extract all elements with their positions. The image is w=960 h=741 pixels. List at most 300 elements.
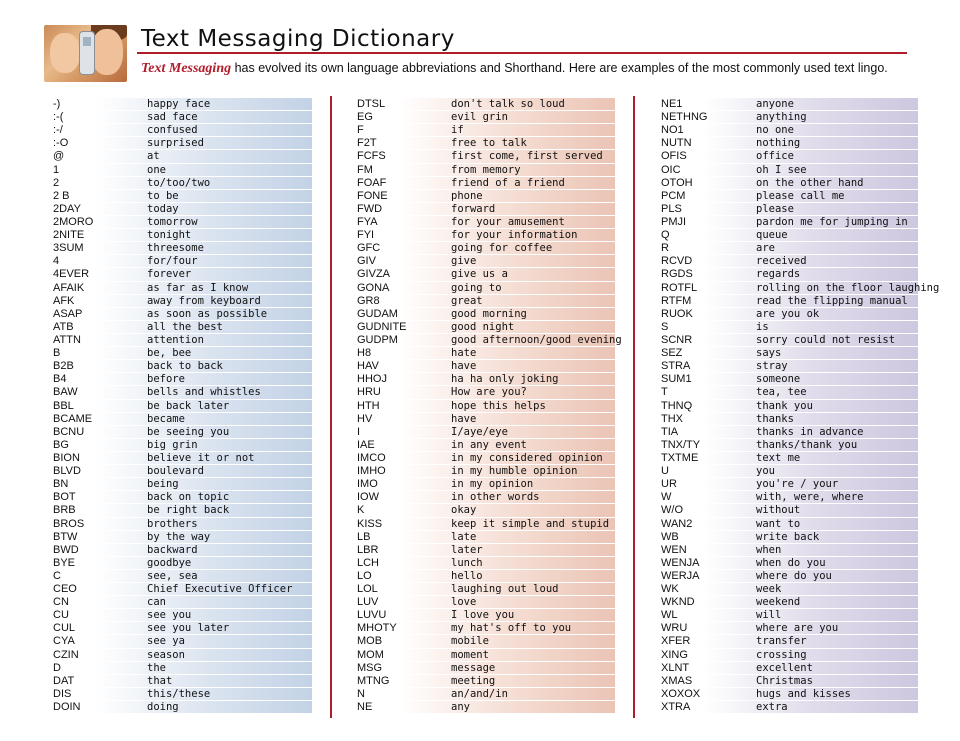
abbreviation: FCFS	[357, 150, 386, 163]
dictionary-row	[48, 491, 312, 504]
dictionary-row	[352, 98, 615, 111]
dictionary-row	[352, 518, 615, 531]
abbreviation: LCH	[357, 556, 380, 569]
dictionary-row	[656, 609, 918, 622]
abbreviation: HHOJ	[357, 373, 387, 386]
dictionary-row	[48, 177, 312, 190]
meaning: without	[756, 504, 801, 517]
meaning: weekend	[756, 596, 801, 609]
abbreviation: STRA	[661, 360, 691, 373]
dictionary-row	[352, 609, 615, 622]
meaning: if	[451, 124, 464, 137]
meaning: message	[451, 661, 496, 674]
meaning: see ya	[147, 635, 185, 648]
abbreviation: HAV	[357, 360, 379, 373]
abbreviation: BOT	[53, 491, 76, 504]
dictionary-row	[352, 124, 615, 137]
abbreviation: C	[53, 569, 61, 582]
meaning: boulevard	[147, 465, 204, 478]
abbreviation: BG	[53, 438, 69, 451]
dictionary-row	[48, 622, 312, 635]
meaning: good morning	[451, 307, 527, 320]
dictionary-row	[48, 150, 312, 163]
abbreviation: GIVZA	[357, 268, 391, 281]
abbreviation: 2	[53, 176, 60, 189]
abbreviation: BTW	[53, 530, 78, 543]
dictionary-row	[352, 282, 615, 295]
meaning: lunch	[451, 556, 483, 569]
meaning: one	[147, 163, 166, 176]
meaning: in any event	[451, 438, 527, 451]
abbreviation: WAN2	[661, 517, 693, 530]
meaning: for/four	[147, 255, 198, 268]
meaning: thanks in advance	[756, 425, 864, 438]
abbreviation: BWD	[53, 543, 79, 556]
dictionary-row	[352, 242, 615, 255]
dictionary-row	[656, 308, 918, 321]
dictionary-row	[656, 216, 918, 229]
dictionary-row	[48, 583, 312, 596]
abbreviation: 3SUM	[53, 242, 84, 255]
dictionary-row	[656, 373, 918, 386]
meaning: write back	[756, 530, 820, 543]
dictionary-row	[656, 583, 918, 596]
dictionary-row	[352, 544, 615, 557]
dictionary-row	[48, 373, 312, 386]
abbreviation: 4EVER	[53, 268, 90, 281]
meaning: is	[756, 320, 769, 333]
dictionary-row	[352, 137, 615, 150]
dictionary-row	[656, 360, 918, 373]
dictionary-row	[352, 570, 615, 583]
dictionary-row	[48, 229, 312, 242]
dictionary-row	[48, 478, 312, 491]
meaning: away from keyboard	[147, 294, 261, 307]
abbreviation: Q	[661, 229, 670, 242]
meaning: someone	[756, 373, 801, 386]
dictionary-row	[48, 701, 312, 714]
meaning: no one	[756, 124, 794, 137]
abbreviation: SUM1	[661, 373, 692, 386]
dictionary-row	[656, 478, 918, 491]
meaning: doing	[147, 701, 179, 714]
abbreviation: XFER	[661, 635, 691, 648]
abbreviation: FWD	[357, 202, 383, 215]
dictionary-row	[48, 426, 312, 439]
dictionary-row	[48, 111, 312, 124]
meaning: tonight	[147, 229, 192, 242]
meaning: read the flipping manual	[756, 294, 908, 307]
abbreviation: HV	[357, 412, 373, 425]
dictionary-row	[48, 688, 312, 701]
meaning: you're / your	[756, 478, 839, 491]
subtitle-text: has evolved its own language abbreviations and Shorthand. Here are examples of the most commonly used text lingo.	[231, 61, 888, 75]
meaning: pardon me for jumping in	[756, 215, 908, 228]
abbreviation: CUL	[53, 622, 76, 635]
abbreviation: IMCO	[357, 451, 386, 464]
abbreviation: :-O	[53, 137, 69, 150]
abbreviation: NE1	[661, 98, 683, 110]
abbreviation: UR	[661, 478, 677, 491]
dictionary-row	[656, 596, 918, 609]
dictionary-row	[656, 124, 918, 137]
meaning: when do you	[756, 556, 826, 569]
abbreviation: ROTFL	[661, 281, 698, 294]
abbreviation: LO	[357, 569, 372, 582]
abbreviation: HRU	[357, 386, 381, 399]
abbreviation: DTSL	[357, 98, 386, 110]
meaning: from memory	[451, 163, 521, 176]
meaning: happy face	[147, 98, 211, 110]
meaning: don't talk so loud	[451, 98, 565, 110]
meaning: can	[147, 596, 166, 609]
abbreviation: SEZ	[661, 347, 683, 360]
meaning: as soon as possible	[147, 307, 268, 320]
dictionary-row	[48, 662, 312, 675]
abbreviation: U	[661, 465, 669, 478]
dictionary-row	[656, 570, 918, 583]
meaning: where do you	[756, 569, 832, 582]
abbreviation: ATTN	[53, 333, 81, 346]
abbreviation: GONA	[357, 281, 390, 294]
dictionary-row	[656, 688, 918, 701]
dictionary-row	[48, 504, 312, 517]
abbreviation: FM	[357, 163, 373, 176]
abbreviation: XOXOX	[661, 687, 701, 700]
abbreviation: BROS	[53, 517, 85, 530]
meaning: are you ok	[756, 307, 820, 320]
dictionary-row	[656, 518, 918, 531]
abbreviation: GUDNITE	[357, 320, 407, 333]
page-title: Text Messaging Dictionary	[141, 26, 455, 52]
dictionary-row	[656, 439, 918, 452]
dictionary-row	[48, 308, 312, 321]
abbreviation: BYE	[53, 556, 76, 569]
dictionary-row	[656, 255, 918, 268]
dictionary-row	[352, 308, 615, 321]
dictionary-row	[48, 465, 312, 478]
meaning: give us a	[451, 268, 508, 281]
dictionary-row	[352, 190, 615, 203]
face-right-image	[91, 29, 123, 75]
abbreviation: CU	[53, 609, 69, 622]
dictionary-row	[352, 426, 615, 439]
dictionary-row	[656, 622, 918, 635]
dictionary-row	[48, 242, 312, 255]
dictionary-row	[48, 164, 312, 177]
meaning: please	[756, 202, 794, 215]
meaning: the	[147, 661, 166, 674]
dictionary-row	[352, 675, 615, 688]
meaning: Christmas	[756, 674, 813, 687]
dictionary-row	[656, 491, 918, 504]
abbreviation: T	[661, 386, 668, 399]
abbreviation: MTNG	[357, 674, 390, 687]
abbreviation: AFAIK	[53, 281, 85, 294]
dictionary-row	[48, 596, 312, 609]
dictionary-row	[352, 491, 615, 504]
abbreviation: GUDPM	[357, 333, 398, 346]
meaning: I/aye/eye	[451, 425, 508, 438]
dictionary-row	[352, 177, 615, 190]
meaning: back on topic	[147, 491, 230, 504]
abbreviation: ASAP	[53, 307, 83, 320]
abbreviation: :-/	[53, 124, 63, 137]
meaning: with, were, where	[756, 491, 864, 504]
dictionary-row	[352, 111, 615, 124]
abbreviation: 2NITE	[53, 229, 85, 242]
meaning: want to	[756, 517, 801, 530]
dictionary-row	[352, 295, 615, 308]
dictionary-row	[352, 347, 615, 360]
meaning: excellent	[756, 661, 813, 674]
abbreviation: WL	[661, 609, 678, 622]
abbreviation: N	[357, 687, 365, 700]
meaning: at	[147, 150, 160, 163]
meaning: as far as I know	[147, 281, 249, 294]
abbreviation: DAT	[53, 674, 75, 687]
meaning: extra	[756, 701, 788, 714]
abbreviation: S	[661, 320, 669, 333]
abbreviation: XING	[661, 648, 688, 661]
dictionary-row	[656, 164, 918, 177]
meaning: forward	[451, 202, 496, 215]
abbreviation: DOIN	[53, 701, 81, 714]
meaning: anyone	[756, 98, 794, 110]
meaning: tomorrow	[147, 215, 198, 228]
abbreviation: OIC	[661, 163, 681, 176]
abbreviation: THX	[661, 412, 683, 425]
dictionary-row	[48, 203, 312, 216]
meaning: before	[147, 373, 185, 386]
meaning: hello	[451, 569, 483, 582]
abbreviation: NETHNG	[661, 111, 708, 124]
header-photo	[44, 25, 127, 82]
meaning: thanks/thank you	[756, 438, 858, 451]
abbreviation: 2DAY	[53, 202, 81, 215]
meaning: okay	[451, 504, 477, 517]
abbreviation: LB	[357, 530, 371, 543]
meaning: meeting	[451, 674, 496, 687]
dictionary-row	[352, 531, 615, 544]
abbreviation: B4	[53, 373, 67, 386]
meaning: thank you	[756, 399, 813, 412]
meaning: mobile	[451, 635, 489, 648]
meaning: office	[756, 150, 794, 163]
dictionary-row	[352, 622, 615, 635]
meaning: will	[756, 609, 782, 622]
dictionary-row	[656, 295, 918, 308]
meaning: going for coffee	[451, 242, 553, 255]
page-subtitle	[141, 61, 888, 77]
dictionary-row	[656, 635, 918, 648]
meaning: going to	[451, 281, 502, 294]
abbreviation: TXTME	[661, 451, 699, 464]
dictionary-row	[352, 649, 615, 662]
abbreviation: W/O	[661, 504, 683, 517]
dictionary-row	[656, 98, 918, 111]
abbreviation: MSG	[357, 661, 383, 674]
dictionary-row	[48, 255, 312, 268]
meaning: that	[147, 674, 173, 687]
column-divider	[633, 96, 635, 718]
subtitle-lead: Text Messaging	[141, 61, 232, 76]
meaning: received	[756, 255, 807, 268]
meaning: ha ha only joking	[451, 373, 559, 386]
abbreviation: THNQ	[661, 399, 693, 412]
dictionary-row	[48, 98, 312, 111]
dictionary-row	[48, 137, 312, 150]
abbreviation: BRB	[53, 504, 76, 517]
dictionary-row	[352, 465, 615, 478]
meaning: rolling on the floor laughing	[756, 281, 940, 294]
dictionary-row	[656, 386, 918, 399]
meaning: anything	[756, 111, 807, 124]
dictionary-row	[48, 518, 312, 531]
abbreviation: 2 B	[53, 189, 70, 202]
meaning: text me	[756, 451, 801, 464]
dictionary-row	[352, 373, 615, 386]
abbreviation: GFC	[357, 242, 381, 255]
meaning: you	[756, 465, 775, 478]
dictionary-row	[656, 203, 918, 216]
dictionary-row	[656, 426, 918, 439]
abbreviation: PCM	[661, 189, 686, 202]
abbreviation: BCAME	[53, 412, 93, 425]
abbreviation: WB	[661, 530, 679, 543]
dictionary-row	[656, 400, 918, 413]
dictionary-row	[48, 452, 312, 465]
abbreviation: LBR	[357, 543, 379, 556]
meaning: give	[451, 255, 477, 268]
dictionary-row	[48, 675, 312, 688]
dictionary-row	[48, 386, 312, 399]
dictionary-row	[352, 268, 615, 281]
meaning: see you	[147, 609, 192, 622]
abbreviation: -)	[53, 98, 61, 110]
abbreviation: BBL	[53, 399, 74, 412]
abbreviation: PLS	[661, 202, 682, 215]
abbreviation: WEN	[661, 543, 687, 556]
abbreviation: XLNT	[661, 661, 690, 674]
abbreviation: DIS	[53, 687, 72, 700]
dictionary-row	[48, 124, 312, 137]
dictionary-row	[656, 242, 918, 255]
dictionary-row	[352, 203, 615, 216]
abbreviation: GR8	[357, 294, 380, 307]
abbreviation: B2B	[53, 360, 74, 373]
dictionary-row	[352, 701, 615, 714]
dictionary-row	[352, 688, 615, 701]
meaning: in my humble opinion	[451, 465, 578, 478]
meaning: be seeing you	[147, 425, 230, 438]
column-divider	[330, 96, 332, 718]
dictionary-row	[352, 400, 615, 413]
abbreviation: XTRA	[661, 701, 691, 714]
meaning: late	[451, 530, 477, 543]
meaning: please call me	[756, 189, 845, 202]
abbreviation: NE	[357, 701, 373, 714]
abbreviation: KISS	[357, 517, 383, 530]
meaning: threesome	[147, 242, 204, 255]
abbreviation: BLVD	[53, 465, 81, 478]
dictionary-row	[48, 334, 312, 347]
dictionary-row	[48, 557, 312, 570]
dictionary-row	[656, 321, 918, 334]
meaning: today	[147, 202, 179, 215]
dictionary-row	[352, 255, 615, 268]
dictionary-row	[656, 504, 918, 517]
meaning: evil grin	[451, 111, 508, 124]
dictionary-row	[352, 333, 622, 347]
meaning: to/too/two	[147, 176, 211, 189]
dictionary-row	[48, 216, 312, 229]
abbreviation: 2MORO	[53, 215, 94, 228]
meaning: this/these	[147, 687, 211, 700]
abbreviation: BION	[53, 451, 80, 464]
meaning: surprised	[147, 137, 204, 150]
meaning: hugs and kisses	[756, 687, 851, 700]
meaning: backward	[147, 543, 198, 556]
meaning: where are you	[756, 622, 839, 635]
meaning: laughing out loud	[451, 583, 559, 596]
dictionary-row	[656, 675, 918, 688]
abbreviation: :-(	[53, 111, 64, 124]
abbreviation: ATB	[53, 320, 74, 333]
dictionary-row	[352, 321, 615, 334]
dictionary-row	[48, 570, 312, 583]
abbreviation: IMHO	[357, 465, 386, 478]
abbreviation: F	[357, 124, 364, 137]
meaning: became	[147, 412, 185, 425]
meaning: How are you?	[451, 386, 527, 399]
meaning: in other words	[451, 491, 540, 504]
meaning: be back later	[147, 399, 230, 412]
meaning: phone	[451, 189, 483, 202]
cell-phone-icon	[79, 31, 95, 75]
dictionary-row	[656, 465, 918, 478]
meaning: big grin	[147, 438, 198, 451]
meaning: forever	[147, 268, 192, 281]
abbreviation: GUDAM	[357, 307, 398, 320]
dictionary-row	[656, 347, 918, 360]
dictionary-row	[352, 386, 615, 399]
meaning: regards	[756, 268, 801, 281]
meaning: any	[451, 701, 470, 714]
dictionary-row	[656, 662, 918, 675]
abbreviation: I	[357, 425, 361, 438]
meaning: to be	[147, 189, 179, 202]
meaning: sad face	[147, 111, 198, 124]
abbreviation: IMO	[357, 478, 378, 491]
dictionary-row	[352, 360, 615, 373]
dictionary-row	[656, 413, 918, 426]
dictionary-row	[352, 662, 615, 675]
meaning: nothing	[756, 137, 801, 150]
abbreviation: B	[53, 347, 61, 360]
abbreviation: SCNR	[661, 333, 693, 346]
dictionary-row	[352, 164, 615, 177]
meaning: on the other hand	[756, 176, 864, 189]
meaning: in my considered opinion	[451, 451, 603, 464]
dictionary-row	[352, 557, 615, 570]
abbreviation: IOW	[357, 491, 379, 504]
abbreviation: NO1	[661, 124, 684, 137]
dictionary-row	[48, 531, 312, 544]
abbreviation: RCVD	[661, 255, 693, 268]
dictionary-row	[48, 268, 312, 281]
meaning: see you later	[147, 622, 230, 635]
